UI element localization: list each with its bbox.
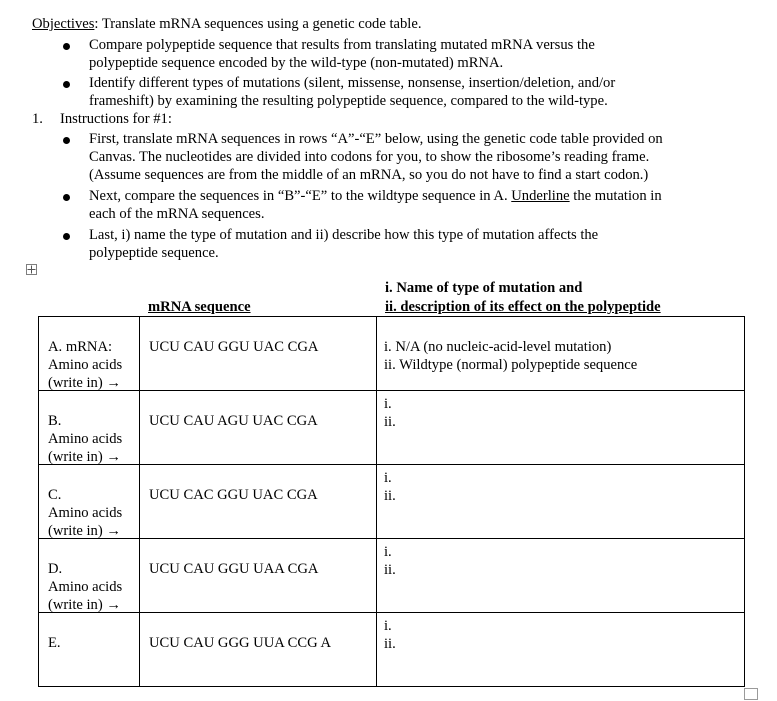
mutation-effect: ii. (384, 414, 396, 430)
table-row (39, 391, 745, 465)
amino-acids-label: Amino acids (48, 431, 123, 447)
mutation-effect: ii. (384, 562, 396, 578)
sequence-cell[interactable] (140, 539, 377, 613)
bullet-icon (63, 194, 70, 201)
bullet-icon (63, 43, 70, 50)
mutation-cell[interactable] (377, 539, 745, 613)
header-mutation-line-2-text: ii. description of its effect on the polypeptide (385, 299, 661, 315)
instruction-1-line-1: First, translate mRNA sequences in rows “A”-“E” below, using the genetic code table provided on (89, 131, 663, 147)
instructions-heading: Instructions for #1: (60, 111, 172, 127)
row-label: D. (48, 561, 63, 577)
mrna-sequence: UCU CAU AGU UAC CGA (149, 413, 318, 429)
header-mrna-sequence (148, 299, 251, 316)
move-arrows-icon (27, 265, 36, 274)
table-row (39, 613, 745, 687)
amino-acids-label: Amino acids (48, 579, 123, 595)
mutation-name: i. (384, 544, 392, 560)
mutation-cell[interactable] (377, 391, 745, 465)
objective-1-line-2: polypeptide sequence encoded by the wild-type (non-mutated) mRNA. (89, 55, 504, 71)
mrna-sequence: UCU CAU GGU UAC CGA (149, 339, 319, 355)
objectives-line (32, 16, 422, 33)
write-in-label: (write in) → (48, 597, 121, 613)
sequence-cell[interactable] (140, 465, 377, 539)
mutation-cell[interactable] (377, 317, 745, 391)
mutation-name: i. (384, 618, 392, 634)
header-mutation-line-1: i. Name of type of mutation and (385, 280, 583, 296)
sequence-cell[interactable] (140, 317, 377, 391)
mutation-name: i. (384, 470, 392, 486)
bullet-icon (63, 233, 70, 240)
row-label-cell[interactable] (39, 613, 140, 687)
row-label: B. (48, 413, 62, 429)
objectives-label: Objectives (32, 16, 95, 32)
mrna-sequence: UCU CAU GGG UUA CCG A (149, 635, 332, 651)
mutation-cell[interactable] (377, 613, 745, 687)
row-label-cell[interactable] (39, 465, 140, 539)
mutation-name: i. (384, 396, 392, 412)
instruction-2-text-b: the mutation in (569, 188, 662, 204)
objective-1-line-1: Compare polypeptide sequence that results from translating mutated mRNA versus the (89, 37, 595, 53)
bullet-icon (63, 81, 70, 88)
mutation-name: i. N/A (no nucleic-acid-level mutation) (384, 339, 612, 355)
instruction-2-line-2: each of the mRNA sequences. (89, 206, 265, 222)
write-in-label: (write in) → (48, 523, 121, 539)
amino-acids-label: Amino acids (48, 505, 123, 521)
objectives-intro: : Translate mRNA sequences using a genetic code table. (94, 16, 422, 32)
list-number: 1. (32, 111, 43, 127)
mutation-effect: ii. Wildtype (normal) polypeptide sequence (384, 357, 638, 373)
bullet-icon (63, 137, 70, 144)
row-label-cell[interactable] (39, 317, 140, 391)
mutation-effect: ii. (384, 488, 396, 504)
sequence-cell[interactable] (140, 391, 377, 465)
mrna-sequence: UCU CAU GGU UAA CGA (149, 561, 319, 577)
objective-2-line-2: frameshift) by examining the resulting polypeptide sequence, compared to the wild-type. (89, 93, 608, 109)
row-label: C. (48, 487, 62, 503)
write-in-label: (write in) → (48, 449, 121, 465)
row-label-cell[interactable] (39, 391, 140, 465)
instruction-2-line-1 (89, 188, 662, 205)
objective-2-line-1: Identify different types of mutations (silent, missense, nonsense, insertion/deletion, and/or (89, 75, 616, 91)
write-in-label: (write in) → (48, 375, 121, 391)
instruction-3-line-1: Last, i) name the type of mutation and ii) describe how this type of mutation affects the (89, 227, 599, 243)
mutation-effect: ii. (384, 636, 396, 652)
table-row (39, 317, 745, 391)
header-mrna-sequence-text: mRNA sequence (148, 299, 251, 315)
instruction-2-underline-word: Underline (511, 188, 570, 204)
row-label: E. (48, 635, 61, 651)
table-move-handle-icon[interactable] (26, 264, 37, 275)
row-label: A. mRNA: (48, 339, 113, 355)
instruction-1-line-3: (Assume sequences are from the middle of an mRNA, so you do not have to find a start codon.) (89, 167, 649, 183)
row-label-cell[interactable] (39, 539, 140, 613)
instruction-3-line-2: polypeptide sequence. (89, 245, 219, 261)
instruction-1-line-2: Canvas. The nucleotides are divided into codons for you, to show the ribosome’s reading frame. (89, 149, 650, 165)
table-resize-handle-icon[interactable] (744, 688, 758, 700)
table-row (39, 539, 745, 613)
table-row (39, 465, 745, 539)
sequence-cell[interactable] (140, 613, 377, 687)
header-mutation-line-2 (385, 299, 661, 316)
mrna-sequence: UCU CAC GGU UAC CGA (149, 487, 318, 503)
amino-acids-label: Amino acids (48, 357, 123, 373)
instruction-2-text-a: Next, compare the sequences in “B”-“E” to the wildtype sequence in A. (89, 188, 512, 204)
mutation-table (38, 316, 745, 687)
mutation-cell[interactable] (377, 465, 745, 539)
